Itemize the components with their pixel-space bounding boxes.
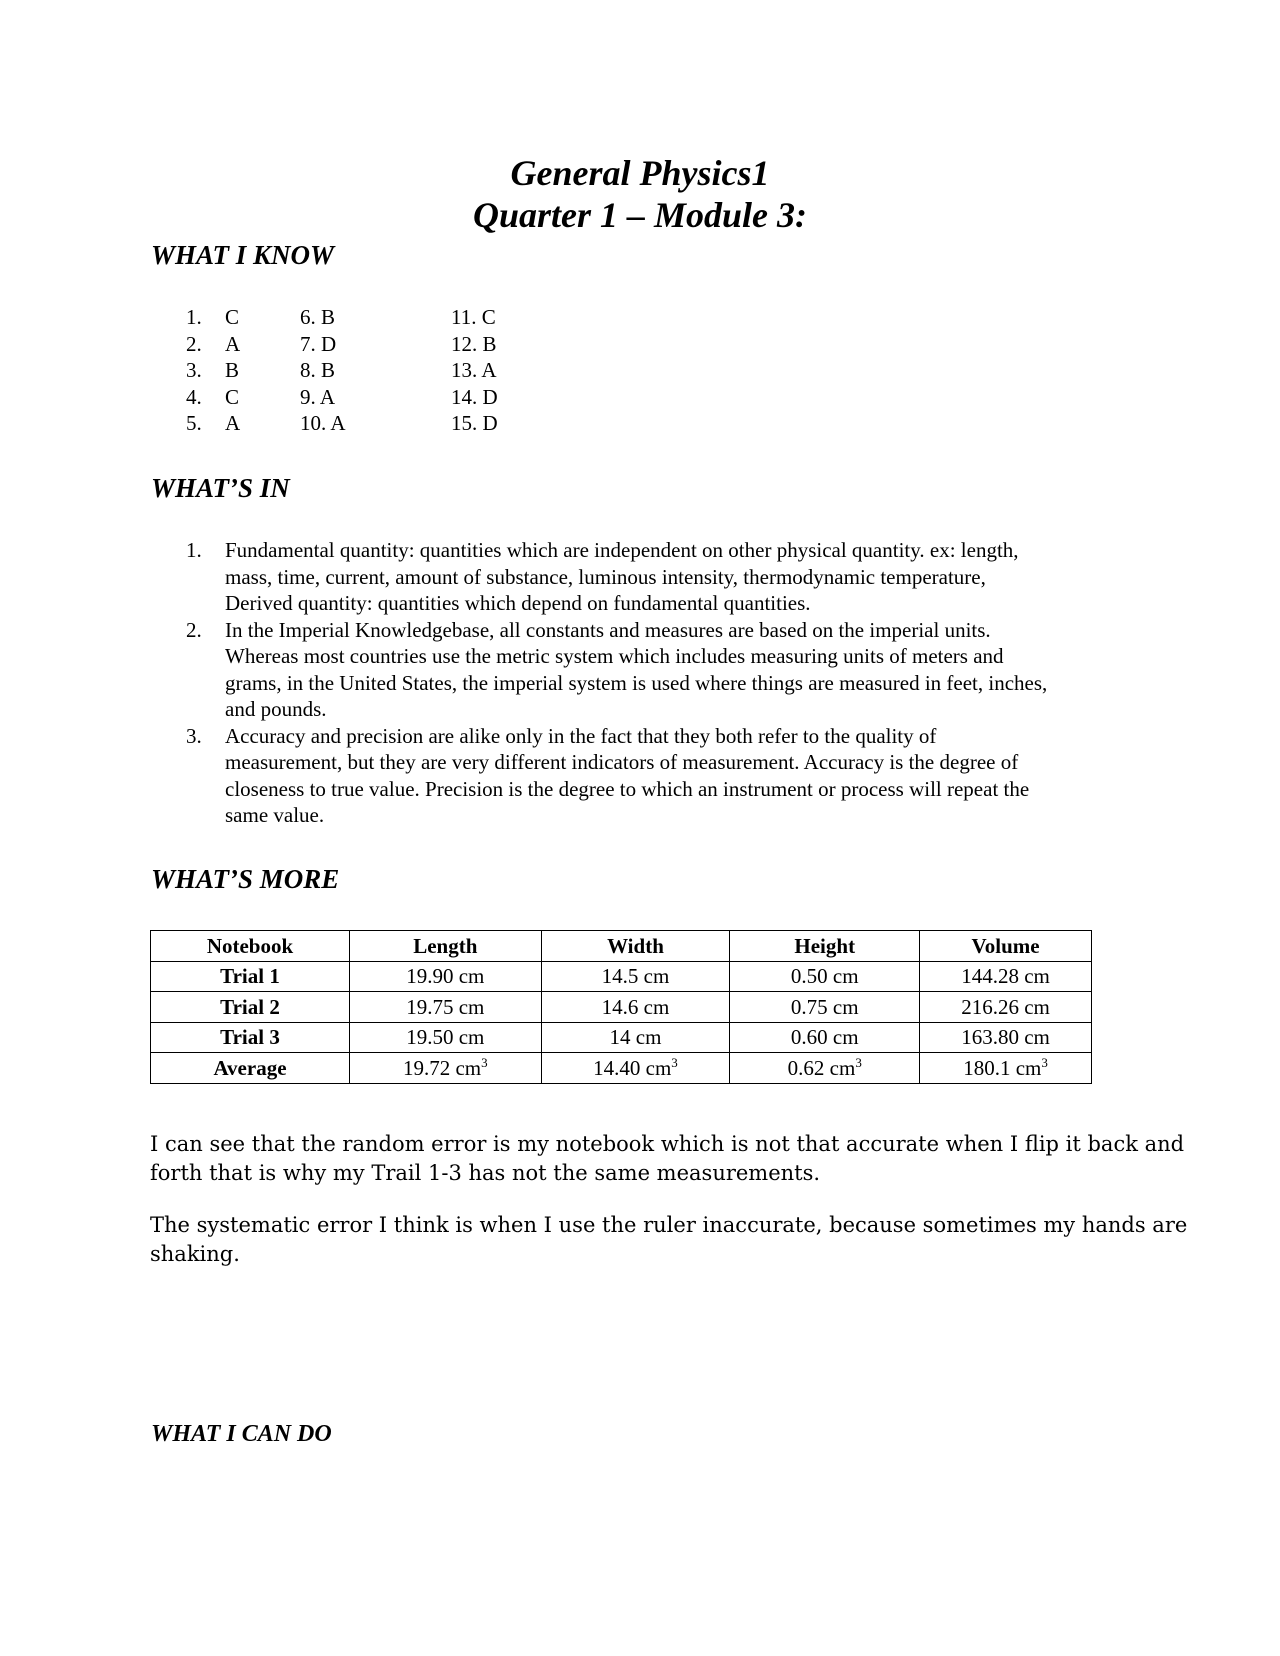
- cell-value: 14.40 cm: [593, 1055, 672, 1080]
- whats-in-list: [0, 537, 1280, 829]
- table-row-label: Average: [151, 1053, 350, 1084]
- table-cell: 14.5 cm: [541, 961, 730, 992]
- list-item-number: 3.: [186, 723, 202, 748]
- table-cell: [541, 1053, 730, 1084]
- table-cell: 14 cm: [541, 1022, 730, 1053]
- text-line: same value.: [225, 803, 325, 827]
- list-item: [0, 537, 1135, 617]
- table-row-label: Trial 1: [151, 961, 350, 992]
- heading-what-i-can-do: WHAT I CAN DO: [151, 1421, 332, 1447]
- table-cell: 19.50 cm: [350, 1022, 542, 1053]
- answer-col3: 15. D: [451, 411, 498, 435]
- text-line: Accuracy and precision are alike only in the fact that they both refer to the quality of: [225, 723, 937, 748]
- table-cell: 19.90 cm: [350, 961, 542, 992]
- table-cell: 163.80 cm: [920, 1022, 1092, 1053]
- list-item-number: 1.: [186, 538, 202, 562]
- table-row: [151, 1022, 1092, 1053]
- text-line: mass, time, current, amount of substance, luminous intensity, thermodynamic temperature,: [225, 564, 986, 589]
- answer-number: 5.: [186, 411, 202, 435]
- answer-number: 4.: [186, 384, 202, 409]
- superscript: 3: [1041, 1054, 1048, 1070]
- table-cell: [920, 1053, 1092, 1084]
- text-line: grams, in the United States, the imperial system is used where things are measured in feet, inches,: [225, 670, 1048, 695]
- paragraph-systematic-error: [150, 1211, 1188, 1269]
- list-item-text: [225, 617, 1135, 723]
- heading-what-i-know: WHAT I KNOW: [151, 240, 335, 270]
- answer-row: [0, 304, 600, 331]
- table-header-row: [151, 931, 1092, 962]
- answer-letter: A: [225, 411, 241, 435]
- cell-value: 180.1 cm: [963, 1055, 1042, 1080]
- list-item: [0, 617, 1135, 723]
- answer-number: 1.: [186, 305, 202, 329]
- text-line: I can see that the random error is my notebook which is not that accurate when I flip it back and: [150, 1132, 1185, 1156]
- superscript: 3: [481, 1054, 488, 1070]
- answer-row: [0, 357, 600, 384]
- table-cell: 14.6 cm: [541, 992, 730, 1023]
- answer-letter: C: [225, 384, 240, 409]
- table-row: [151, 961, 1092, 992]
- paragraph-random-error: [150, 1130, 1185, 1188]
- answer-col2: 6. B: [300, 305, 336, 329]
- answer-number: 2.: [186, 331, 202, 356]
- table-header: Height: [730, 931, 920, 962]
- cell-value: 0.62 cm: [787, 1055, 856, 1080]
- table-cell: 144.28 cm: [920, 961, 1092, 992]
- list-item-text: [225, 723, 1135, 829]
- answer-row: [0, 410, 600, 437]
- superscript: 3: [671, 1054, 678, 1070]
- answer-row: [0, 384, 600, 411]
- text-line: closeness to true value. Precision is the degree to which an instrument or process will repeat the: [225, 776, 1030, 801]
- table-cell: 0.75 cm: [730, 992, 920, 1023]
- list-item-text: [225, 537, 1135, 617]
- answer-col2: 9. A: [300, 384, 336, 409]
- table-header: Width: [541, 931, 730, 962]
- answer-letter: B: [225, 358, 240, 382]
- text-line: Fundamental quantity: quantities which are independent on other physical quantity. ex: length,: [225, 538, 1019, 562]
- answer-col2: 8. B: [300, 358, 336, 382]
- cell-value: 19.72 cm: [402, 1055, 482, 1080]
- table-cell: [350, 1053, 542, 1084]
- text-line: Derived quantity: quantities which depend on fundamental quantities.: [225, 591, 811, 615]
- table-row: [151, 992, 1092, 1023]
- measurement-table: [150, 930, 1092, 1084]
- table-header: Notebook: [151, 931, 350, 962]
- answer-col3: 11. C: [451, 305, 496, 329]
- document-title: General Physics1: [510, 153, 770, 193]
- table-cell: 0.60 cm: [730, 1022, 920, 1053]
- text-line: The systematic error I think is when I use the ruler inaccurate, because sometimes my hands are: [150, 1213, 1188, 1237]
- answer-col3: 13. A: [451, 358, 497, 382]
- answer-letter: A: [225, 331, 241, 356]
- answer-col3: 14. D: [451, 384, 498, 409]
- table-cell: [730, 1053, 920, 1084]
- table-row-label: Trial 3: [151, 1022, 350, 1053]
- heading-whats-in: WHAT’S IN: [151, 473, 290, 503]
- heading-whats-more: WHAT’S MORE: [151, 864, 340, 894]
- table-row-label: Trial 2: [151, 992, 350, 1023]
- superscript: 3: [855, 1054, 862, 1070]
- answer-col2: 10. A: [300, 411, 346, 435]
- table-cell: 19.75 cm: [350, 992, 542, 1023]
- text-line: In the Imperial Knowledgebase, all constants and measures are based on the imperial units.: [225, 617, 991, 642]
- text-line: and pounds.: [225, 697, 327, 721]
- answer-col2: 7. D: [300, 331, 337, 356]
- table-cell: 216.26 cm: [920, 992, 1092, 1023]
- text-line: measurement, but they are very different indicators of measurement. Accuracy is the degree of: [225, 750, 1019, 774]
- table-cell: 0.50 cm: [730, 961, 920, 992]
- text-line: forth that is why my Trail 1-3 has not the same measurements.: [150, 1161, 821, 1185]
- text-line: Whereas most countries use the metric system which includes measuring units of meters and: [225, 644, 1004, 668]
- table-average-row: [151, 1053, 1092, 1084]
- text-line: shaking.: [150, 1242, 240, 1266]
- answer-col3: 12. B: [451, 331, 497, 356]
- list-item-number: 2.: [186, 617, 202, 642]
- answer-number: 3.: [186, 358, 202, 382]
- list-item: [0, 723, 1135, 829]
- answer-row: [0, 331, 600, 358]
- answer-letter: C: [225, 305, 240, 329]
- table-header: Volume: [920, 931, 1092, 962]
- answer-key-list: [0, 304, 600, 437]
- table-header: Length: [350, 931, 542, 962]
- document-subtitle: Quarter 1 – Module 3:: [472, 195, 808, 235]
